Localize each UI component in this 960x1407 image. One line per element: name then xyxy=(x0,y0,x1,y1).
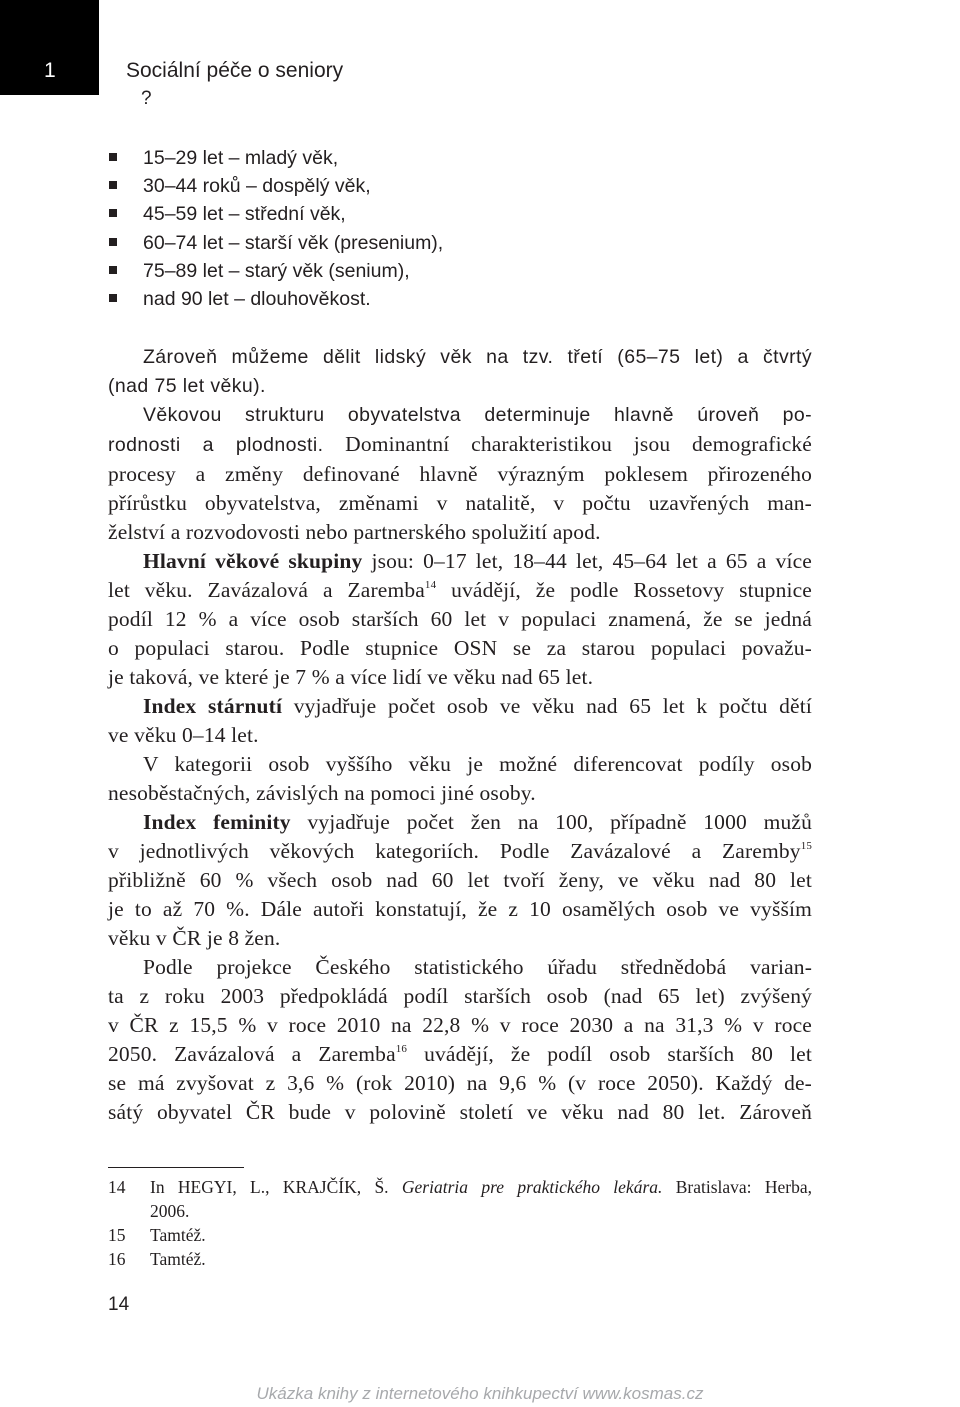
square-bullet-icon xyxy=(109,266,117,274)
text-line: Index stárnutí vyjadřuje počet osob ve věku nad 65 let k počtu dětí xyxy=(143,694,812,718)
square-bullet-icon xyxy=(109,209,117,217)
text-line: se má zvyšovat z 3,6 % (rok 2010) na 9,6 % (v roce 2050). Každý de- xyxy=(108,1071,812,1095)
list-item: 45–59 let – střední věk, xyxy=(108,200,443,228)
text-line: Hlavní věkové skupiny jsou: 0–17 let, 18–44 let, 45–64 let a 65 a více xyxy=(143,549,812,573)
text-line: je to až 70 %. Dále autoři konstatují, že z 10 osamělých osob ve vyšším xyxy=(108,897,812,921)
text-line: je taková, ve které je 7 % a více lidí ve věku nad 65 let. xyxy=(108,665,594,689)
text-line: věku v ČR je 8 žen. xyxy=(108,926,281,950)
age-category-list xyxy=(108,144,443,313)
list-item: 30–44 roků – dospělý věk, xyxy=(108,172,443,200)
footnote-15: 15 Tamtéž. xyxy=(108,1225,206,1245)
footnote-separator xyxy=(108,1167,244,1168)
running-head-title: Sociální péče o seniory xyxy=(126,59,344,82)
text-line: přírůstku obyvatelstva, změnami v natalitě, v počtu uzavřených man- xyxy=(108,491,812,515)
text-line: nesoběstačných, závislých na pomoci jiné osoby. xyxy=(108,781,536,805)
footnotes xyxy=(108,1175,812,1271)
text-line: podíl 12 % a více osob starších 60 let v populaci znamená, že se jedná xyxy=(108,607,812,631)
footnote-ref: 16 xyxy=(395,1042,408,1055)
footnote-number: 16 xyxy=(108,1249,126,1269)
page-number: 14 xyxy=(108,1294,130,1315)
text-line: přibližně 60 % všech osob nad 60 let tvoří ženy, ve věku nad 80 let xyxy=(108,868,812,892)
watermark-text: Ukázka knihy z internetového knihkupectví www.kosmas.cz xyxy=(256,1384,704,1403)
stray-question-mark: ? xyxy=(141,88,152,109)
square-bullet-icon xyxy=(109,181,117,189)
text-line: Index feminity vyjadřuje počet žen na 100, případně 1000 mužů xyxy=(143,810,812,834)
text-line: V kategorii osob vyššího věku je možné diferencovat podíly osob xyxy=(143,752,812,776)
term-femininity-index: Index feminity xyxy=(143,810,291,834)
footnote-14: 14 In HEGYI, L., KRAJČÍK, Š. Geriatria pre praktického lekára. Bratislava: Herba, 2006. xyxy=(108,1177,813,1221)
chapter-number: 1 xyxy=(44,59,56,82)
list-item: 75–89 let – starý věk (senium), xyxy=(108,257,443,285)
square-bullet-icon xyxy=(109,294,117,302)
list-item: 60–74 let – starší věk (presenium), xyxy=(108,229,443,257)
text-line: 2050. Zavázalová a Zaremba$^{16}$ uvádějí, že podíl osob starších 80 let xyxy=(108,1042,812,1066)
age-division-paragraph xyxy=(108,343,812,430)
text-line: ve věku 0–14 let. xyxy=(108,723,259,747)
text-line: (nad 75 let věku). xyxy=(108,375,266,397)
square-bullet-icon xyxy=(109,153,117,161)
text-line: v ČR z 15,5 % v roce 2010 na 22,8 % v roce 2030 a na 31,3 % v roce xyxy=(108,1013,812,1037)
header-rule xyxy=(99,95,960,96)
footnote-16: 16 Tamtéž. xyxy=(108,1249,206,1269)
text-line: v jednotlivých věkových kategoriích. Podle Zavázalové a Zaremby$^{15}$ xyxy=(108,839,812,863)
text-line: o populaci starou. Podle stupnice OSN se za starou populaci považu- xyxy=(108,636,812,660)
text-line: let věku. Zavázalová a Zaremba$^{14}$ uvádějí, že podle Rossetovy stupnice xyxy=(108,578,812,602)
text-line: procesy a změny definované hlavně výrazným poklesem přirozeného xyxy=(108,462,812,486)
chapter-number-box xyxy=(0,0,99,95)
square-bullet-icon xyxy=(109,238,117,246)
text-line: Zároveň můžeme dělit lidský věk na tzv. třetí (65–75 let) a čtvrtý xyxy=(143,346,812,368)
term-age-groups: Hlavní věkové skupiny xyxy=(143,549,363,573)
footnote-number: 15 xyxy=(108,1225,126,1245)
term-aging-index: Index stárnutí xyxy=(143,694,283,718)
text-line: Věkovou strukturu obyvatelstva determinuje hlavně úroveň po- xyxy=(143,404,812,426)
footnote-number: 14 xyxy=(108,1177,126,1197)
text-line: želství a rozvodovosti nebo partnerského spolužití apod. xyxy=(108,520,601,544)
list-item: nad 90 let – dlouhověkost. xyxy=(108,285,443,313)
list-item: 15–29 let – mladý věk, xyxy=(108,144,443,172)
footnote-ref: 14 xyxy=(424,578,437,591)
footnote-ref: 15 xyxy=(800,839,812,852)
text-line: rodnosti a plodnosti. Dominantní charakteristikou jsou demografické xyxy=(108,432,812,456)
book-title: Geriatria pre praktického lekára. xyxy=(401,1177,663,1197)
main-text xyxy=(108,430,812,1127)
text-line: ta z roku 2003 předpokládá podíl starších osob (nad 65 let) zvýšený xyxy=(108,984,812,1008)
text-line: sátý obyvatel ČR bude v polovině století ve věku nad 80 let. Zároveň xyxy=(108,1100,812,1124)
text-line: Podle projekce Českého statistického úřadu střednědobá varian- xyxy=(143,955,812,979)
